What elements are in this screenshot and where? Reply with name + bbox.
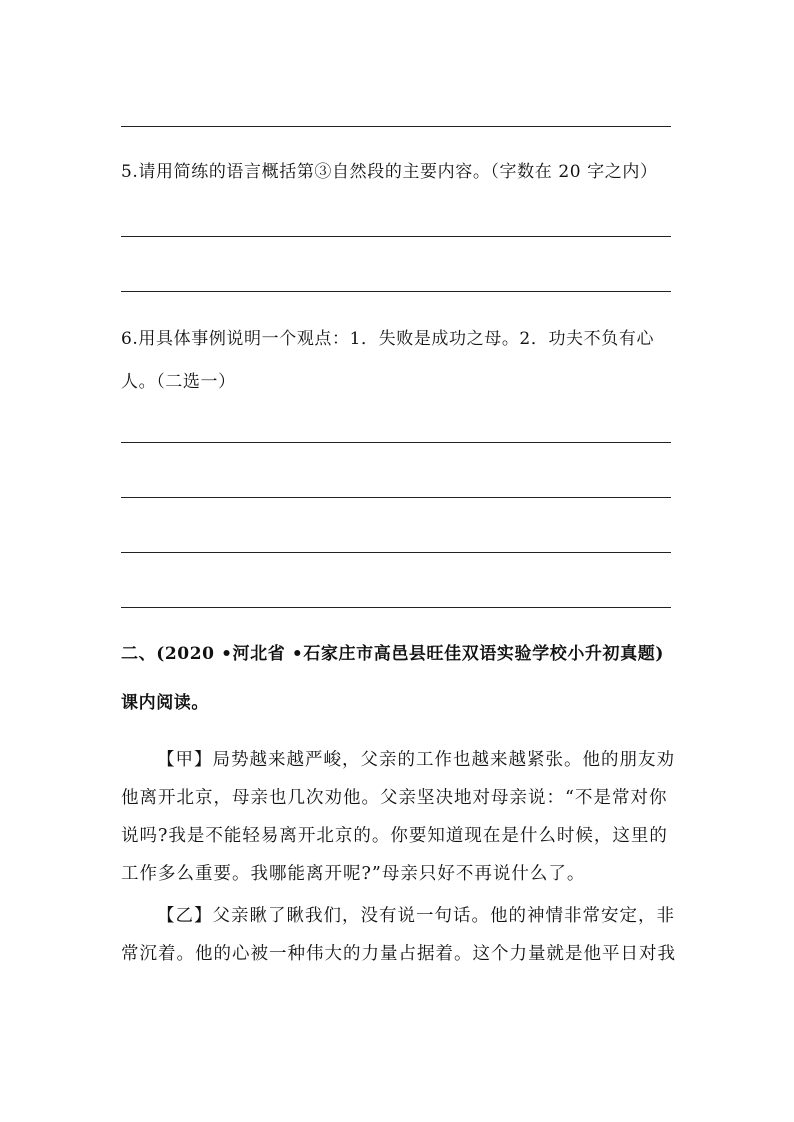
question-6-line-2: 人。（二选一） — [121, 372, 236, 392]
answer-line — [121, 236, 671, 237]
passage-yi: 【乙】父亲瞅了瞅我们，没有说一句话。他的神情非常安定，非常沉着。他的心被一种伟大的力量占据着。这个力量就是他平日对我 — [121, 906, 676, 964]
section-2-heading: 二、(2020 •河北省 •石家庄市高邑县旺佳双语实验学校小升初真题) — [121, 644, 664, 664]
answer-line — [121, 607, 671, 608]
section-2-subheading: 课内阅读。 — [121, 693, 209, 713]
answer-line — [121, 552, 671, 553]
answer-line — [121, 291, 671, 292]
answer-line — [121, 442, 671, 443]
question-6-line-1: 6.用具体事例说明一个观点：1．失败是成功之母。2．功夫不负有心 — [121, 329, 655, 349]
answer-line — [121, 126, 671, 127]
answer-line — [121, 497, 671, 498]
passage-jia: 【甲】局势越来越严峻，父亲的工作也越来越紧张。他的朋友劝他离开北京，母亲也几次劝他。父亲坚决地对母亲说：“不是常对你说吗?我是不能轻易离开北京的。你要知道现在是什么时候，这里的工作多么重要。我哪能离开呢?”母亲只好不再说什么了。 — [121, 750, 675, 884]
question-5: 5.请用简练的语言概括第③自然段的主要内容。（字数在 20 字之内） — [121, 162, 658, 182]
